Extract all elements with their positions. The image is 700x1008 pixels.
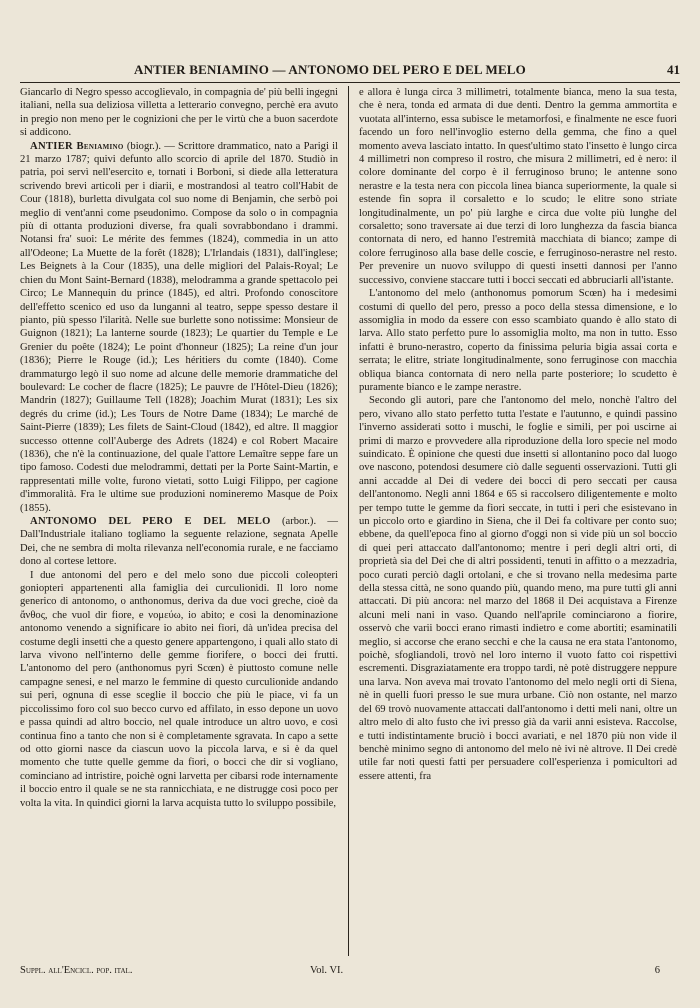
page-number: 41	[667, 62, 680, 77]
entry-headword-antier: ANTIER Beniamino	[30, 140, 124, 152]
left-paragraph-1: Giancarlo di Negro spesso accoglievalo, in compagnia de' più belli ingegni italiani, nella sua deliziosa villetta a letterario convegno, perchè era avuto in pregio non meno per le cognizioni che per le virtù che a buon sacerdote si addicono.	[20, 87, 338, 139]
entry-headword-antonomo: ANTONOMO DEL PERO E DEL MELO	[30, 516, 271, 527]
right-paragraph-3: Secondo gli autori, pare che l'antonomo del melo, nonchè l'altro del pero, vivano allo stato perfetto tutta l'estate e l'autunno, e quindi passino l'inverno assiderati sotto i muschi, le foglie e simili, per poi uscirne ai primi di marzo e provvedere alla riproduzione della loro specie nel modo suindicato. È opinione che questi due insetti si allontanino poco dal luogo ove nascono, potendosi desumere ciò dalle seguenti osservazioni. Tutti gli anni accadde al Dei di vedere dei bocci di pero seccati per causa dell'antonomo. Negli anni 1864 e 65 si raccolsero diligentemente e molto per tempo tutte le gemme da fiori seccate, in tutti i peri che esistevano in un piccolo orto e giardino in Siena, che il Dei fa coltivare per conto suo; ebbene, da quell'epoca fino al giorno d'oggi non si vide più un sol boccio di quei peri attaccato dall'antonomo; mentre i peri degli altri orti, di proprietà sia del Dei che di altri possidenti, tenuti in affitto o a mezzadria, poco curati perciò dagli ortolani, e che si trovano nella medesima parte della stessa città, ne sono quando più, quando meno, ma pure tutti gli anni attaccati. Di più ancora: nel marzo del 1868 il Dei acquistava a Firenze alcuni meli nani in vaso. Quando nell'aprile cominciarono a fiorire, osservò che varii bocci erano rimasti indietro e come abortiti; esaminatili meglio, si accorse che erano secchi e che la causa ne era stata l'antonomo, poichè, sfogliandoli, trovò nel loro interno il vuoto fatto coi rispettivi escrementi. Disgraziatamente era troppo tardi, nè potè distruggere neppure una larva. Non aveva mai trovato l'antonomo del melo negli orti di Siena, nè in quelli fuori presso le sue mura urbane. Ciò non ostante, nel marzo del 69 trovò nuovamente attaccati dall'antonomo i detti meli nani, oltre un altro melo di alto fusto che ivi presso già da varii anni esisteva. Raccolse, e tutti indistintamente bruciò i bocci avariati, e nel 1870 più non vide il benchè minimo segno di antonomo del melo nè ivi nè altrove. Il Dei credè utile far noti questi fatti per persuadere coll'esperienza i pomicultori ad essere attenti, fra	[359, 395, 677, 782]
left-paragraph-4: I due antonomi del pero e del melo sono due piccoli coleopteri goniopteri appartenenti alla famiglia dei curculionidi. Il loro nome generico di antonomo, o anthonomus, deriva da due voci greche, cioè da ἄνθος, che vuol dir fiore, e νομεύω, io abito; e così la denominazione antonomo venendo a significare io abito nei fiori, dà un'idea precisa del costume degli insetti che a questo genere appartengono, i quali allo stato di larva vivono nell'interno delle gemme fiorifere, o bocci dei frutti. L'antonomo del pero (anthonomus pyri Scœn) è piuttosto comune nelle campagne senesi, e nel marzo le femmine di questo curculionide andando sui peri, ognuna di esse sceglie il boccio che più le piace, vi fa un piccolissimo foro col suo becco curvo ed affilato, in esso depone un uovo e passa quindi ad altro boccio, nel quale introduce un altro uovo, e così continua fino a tanto che non si è completamente sgravata. In capo a sette od otto giorni nasce da ciascun uovo la piccola larva, e si è da quel momento che tutte quelle gemme da fiori, o bocci che dir si vogliano, cominciano ad intristire, poichè ogni larvetta per cibarsi rode internamente il boccio entro il quale se ne sta rannicchiata, e ne distrugge così poco per volta la vita. In quindici giorni la larva acquista tutto lo sviluppo possibile,	[20, 569, 339, 809]
footer-volume: Vol. VI.	[310, 965, 344, 976]
right-column	[359, 86, 677, 783]
entry-body-antier: (biogr.). — Scrittore drammatico, nato a Parigi il 21 marzo 1787; quivi defunto allo scorcio di aprile del 1870. Studiò in patria, poi servì nell'esercito e, tornati i Borboni, si diede alla letteratura scrivendo brevi articoli per i diarii, e mostrandosi al teatro coll'Habit de Cour (1818), burletta divulgata col suo nome di Benjamin, che serbò poi meglio di vent'anni come pseudonimo. Compose da solo o in compagnia più di ottanta produzioni diverse, fra quali sovrabbondano i drammi. Notansi fra' suoi: Le mérite des femmes (1824), commedia in un atto all'Odeone; La Muette de la forêt (1828); L'Irlandais (1831), dall'inglese; Les Beignets à la Cour (1835), una delle migliori del Palais-Royal; Le chien du Mont Saint-Bernard (1838), melodramma a grande spettacolo pei Circo; Le Mannequin du prince (1845), ed altri. Profondo conoscitore dell'effetto scenico ed uso da lunganni al teatro, seppe spesso destare il pianto, più spesso l'ilarità. Nelle sue burlette sono notissime: Monsieur de Guignon (1821); La lanterne sourde (1823); Le quartier du Temple e Le Grenier du poête (1824); Le point d'honneur (1825); La reine d'un jour (1836); Pierre le Rouge (id.); Les héritiers du comte (1840). Come drammaturgo legò il suo nome ad alcune delle memorie drammatiche del boulevard: Le cocher de flacre (1825); Le pauvre de l'Hôtel-Dieu (1826); Mandrin (1827); Guillaume Tell (1828); Joachim Murat (1831); Les six degrés du crime (id.); Les Tours de Notre Dame (1834); Le marché de Saint-Pierre (1839); Les filets de Saint-Cloud (1842), ed altre. Il maggior successo ottenne coll'Auberge des Adrets (1824) e col Robert Macaire (1836), che n'è la continuazione, del quale l'attore Lemaître seppe fare un tipo famoso. Codesti due melodrammi, dettati per la Porte Saint-Martin, e rappresentati mille volte, furono vietati, sotto Luigi Filippo, per cagione d'immoralità. Fra le ultime sue produzioni nomineremo Masque de Poix (1855).	[20, 140, 339, 514]
footer-signature: 6	[654, 965, 660, 976]
book-page	[20, 0, 680, 1008]
column-divider	[348, 86, 349, 956]
header-title: ANTIER BENIAMINO — ANTONOMO DEL PERO E DEL MELO	[134, 62, 526, 77]
entry-antonomo	[20, 515, 338, 569]
right-paragraph-2: L'antonomo del melo (anthonomus pomorum Scœn) ha i medesimi costumi di quello del pero, presso a poco della stessa dimensione, e lo assomiglia in modo da essere con esso scambiato quando è allo stato di larva. Allo stato perfetto pure lo assomiglia molto, ma non in tutto. Esso infatti è bruno-nerastro, coperto da finissima peluria bigia assai corta e serrata; le elitre, striate longitudinalmente, sono ferruginose con macchia obliqua bianca contornata di nero nella parte posteriore; lo scudetto è puramente bianco e le zampe nerastre.	[359, 288, 677, 393]
entry-body-antonomo: (arbor.). — Dall'Industriale italiano togliamo la seguente relazione, segnata Apelle Dei, che ne sembra di molta rilevanza nell'economia rurale, e ne facciamo dono al cortese lettore.	[20, 516, 338, 568]
left-column	[20, 86, 338, 810]
entry-antier	[20, 140, 338, 515]
page-footer	[20, 965, 680, 981]
right-paragraph-1: e allora è lunga circa 3 millimetri, totalmente bianca, meno la sua testa, che è nera, tonda ed armata di due denti. Dentro la gemma ammortita e vuotata all'interno, essa subisce le metamorfosi, e finalmente ne esce fuori facendo un foro nell'invoglio esterno della gemma, che fino a quel momento aveva lasciato intatto. In quest'ultimo stato l'insetto è lungo circa 4 millimetri non compreso il rostro, che misura 2 millimetri, ed è nero: il colore dominante del corpo è il ferruginoso bruno; le antenne sono nerastre e la testa nera con piccola linea bianca superiormente, la quale si estende fin sopra il corsaletto e lo scudo; le elitre sono striate longitudinalmente, un po' più larghe e circa due volte più lunghe del corsaletto; sono traversate ai due terzi di loro lunghezza da fascia bianca contornata di nero, ed hanno l'estremità macchiata di bianco; zampe di colore ferruginoso alla base delle coscie, e ferruginoso-nerastre nel resto. Per prevenire un nuovo sviluppo di questi insetti dannosi per l'anno successivo, conviene staccare tutti i bocci seccati ed abbruciarli all'istante.	[359, 87, 677, 286]
header-rule	[20, 82, 680, 83]
footer-publication: Suppl. all'Encicl. pop. ital.	[20, 965, 133, 976]
running-header	[20, 62, 680, 80]
